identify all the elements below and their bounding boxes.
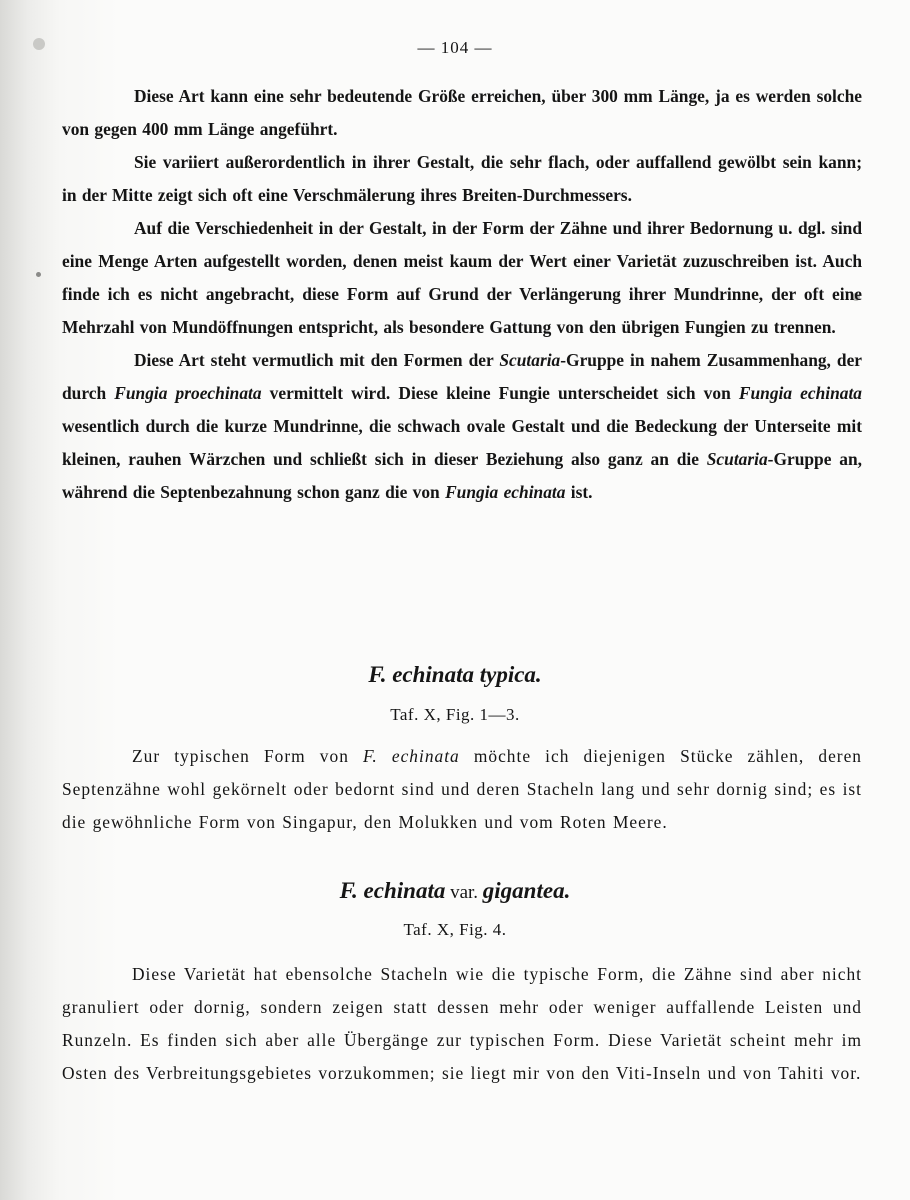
taxon-name: Fungia echinata bbox=[445, 482, 566, 502]
paragraph-4-text: -Gruppe an, während die Septenbezahnung schon ganz die von bbox=[62, 449, 862, 502]
taxon-name: F. echinata bbox=[363, 746, 460, 766]
paragraph-3: Auf die Verschiedenheit in der Gestalt, in der Form der Zähne und ihrer Bedornung u. dgl. sind eine Menge Arten aufgestellt worden, denen meist kaum der Wert einer Varietät zuzuschreiben ist. Auch finde ich es nicht angebracht, diese Form auf Grund der Verlängerung ihrer Mundrinne, der oft eine Mehrzahl von Mundöffnungen entspricht, als besondere Gattung von den übrigen Fungien zu trennen. bbox=[62, 218, 862, 337]
section-heading-typica: F. echinata typica. bbox=[368, 662, 542, 687]
heading-variety: gigantea. bbox=[482, 878, 571, 903]
section-heading-gigantea bbox=[0, 878, 910, 904]
gigantea-text-block bbox=[62, 958, 862, 1090]
paragraph-4-text: -Gruppe in nahem Zusammenhang, der durch bbox=[62, 350, 863, 403]
heading-taxon: F. echinata bbox=[339, 878, 446, 903]
taxon-name: Scutaria bbox=[706, 449, 768, 469]
taxon-name: Fungia echinata bbox=[738, 383, 862, 403]
figure-caption-gigantea: Taf. X, Fig. 4. bbox=[403, 920, 507, 939]
scan-speck bbox=[36, 272, 41, 277]
heading-var: var. bbox=[445, 882, 483, 903]
taxon-name: Fungia proechinata bbox=[114, 383, 262, 403]
typica-text: Zur typischen Form von bbox=[132, 746, 364, 766]
paragraph-4-text: Diese Art steht vermutlich mit den Formen der bbox=[134, 350, 500, 370]
figure-caption-typica: Taf. X, Fig. 1—3. bbox=[390, 705, 520, 724]
paragraph-2: Sie variiert außerordentlich in ihrer Gestalt, die sehr flach, oder auffallend gewölbt sein kann; in der Mitte zeigt sich oft eine Verschmälerung ihres Breiten-Durchmessers. bbox=[62, 152, 862, 205]
paragraph-1: Diese Art kann eine sehr bedeutende Größe erreichen, über 300 mm Länge, ja es werden solche von gegen 400 mm Länge angeführt. bbox=[62, 86, 862, 139]
paragraph-4 bbox=[62, 344, 862, 509]
page-number: — 104 — bbox=[417, 38, 493, 57]
paragraph-4-text: vermittelt wird. Diese kleine Fungie unterscheidet sich von bbox=[261, 383, 739, 403]
paragraph-4-text: wesentlich durch die kurze Mundrinne, die schwach ovale Gestalt und die Bedeckung der Unterseite mit kleinen, rauhen Wärzchen und schließt sich in dieser Beziehung also ganz an die bbox=[62, 416, 862, 469]
typica-text-block bbox=[62, 740, 862, 839]
gigantea-paragraph: Diese Varietät hat ebensolche Stacheln wie die typische Form, die Zähne sind aber nicht granuliert oder dornig, sondern zeigen statt dessen mehr oder weniger auffallende Leisten und Runzeln. Es finden sich aber alle Übergänge zur typischen Form. Diese Varietät scheint mehr im Osten des Verbreitungsgebietes vorzukommen; sie liegt mir von den Viti-Inseln und von Tahiti vor. bbox=[62, 964, 862, 1083]
typica-paragraph bbox=[62, 740, 862, 839]
taxon-name: Scutaria bbox=[499, 350, 561, 370]
typica-text: möchte ich diejenigen Stücke zählen, deren Septenzähne wohl gekörnelt oder bedornt sind und deren Stacheln lang und sehr dornig sind; es ist die gewöhnliche Form von Singapur, den Molukken und vom Roten Meere. bbox=[62, 746, 862, 832]
paragraph-4-text: ist. bbox=[565, 482, 593, 502]
intro-text-block bbox=[62, 80, 862, 509]
